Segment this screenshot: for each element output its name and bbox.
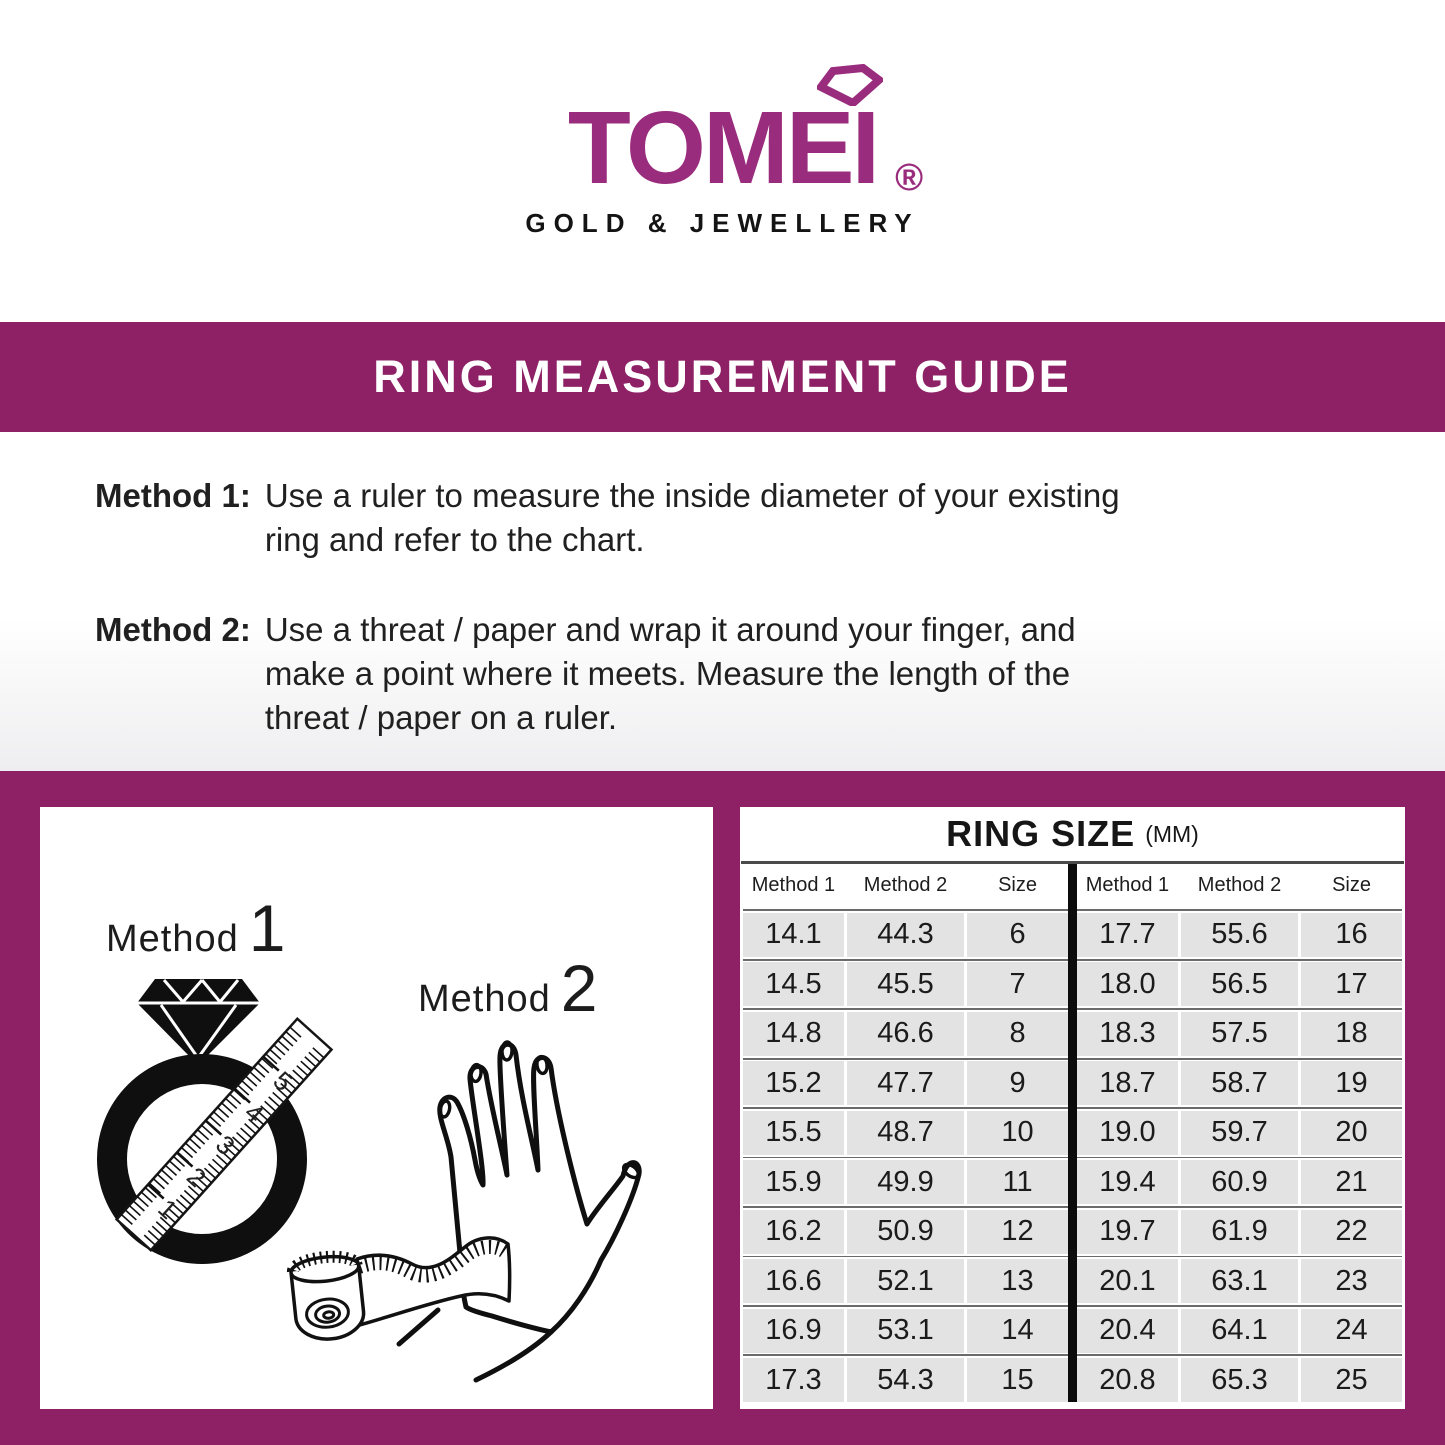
table-cell: 20.8 — [1077, 1358, 1178, 1402]
table-header-row — [743, 864, 1068, 908]
table-cell: 13 — [967, 1259, 1068, 1303]
table-title-text: RING SIZE — [946, 813, 1136, 854]
rows-left — [743, 908, 1068, 1403]
table-cell: 54.3 — [847, 1358, 964, 1402]
column-header: Method 1 — [1085, 874, 1170, 896]
table-cell: 17.7 — [1077, 913, 1178, 957]
illustration-panel — [40, 807, 713, 1409]
table-cell: 15.2 — [743, 1061, 844, 1105]
table-cell: 44.3 — [847, 913, 964, 957]
table-row — [743, 1012, 1068, 1056]
table-cell: 10 — [967, 1111, 1068, 1155]
table-cell: 50.9 — [847, 1210, 964, 1254]
table-cell: 17 — [1301, 962, 1402, 1006]
table-cell: 60.9 — [1181, 1160, 1298, 1204]
method-word: Method — [418, 978, 551, 1020]
table-row — [1077, 1309, 1402, 1353]
table-cell: 7 — [967, 962, 1068, 1006]
table-cell: 56.5 — [1181, 962, 1298, 1006]
method-1-line: ring and refer to the chart. — [264, 521, 645, 558]
page-title: RING MEASUREMENT GUIDE — [373, 351, 1072, 402]
ruler-number: 1 — [152, 1192, 184, 1225]
title-banner — [0, 322, 1445, 432]
table-title — [740, 807, 1405, 861]
column-header: Method 2 — [863, 874, 948, 896]
table-row — [1077, 913, 1402, 957]
brand-name: TOMEI — [567, 90, 878, 205]
rows-right — [1077, 908, 1402, 1403]
table-cell: 15.5 — [743, 1111, 844, 1155]
table-cell: 55.6 — [1181, 913, 1298, 957]
table-cell: 9 — [967, 1061, 1068, 1105]
method-1-illustration-label — [106, 891, 286, 965]
table-cell: 20.4 — [1077, 1309, 1178, 1353]
table-cell: 52.1 — [847, 1259, 964, 1303]
table-row — [743, 1358, 1068, 1402]
table-cell: 59.7 — [1181, 1111, 1298, 1155]
column-header: Method 1 — [751, 874, 836, 896]
method-2-description — [95, 608, 1355, 740]
table-cell: 12 — [967, 1210, 1068, 1254]
table-row — [1077, 1111, 1402, 1155]
table-cell: 58.7 — [1181, 1061, 1298, 1105]
table-cell: 16.9 — [743, 1309, 844, 1353]
table-row — [743, 962, 1068, 1006]
table-cell: 21 — [1301, 1160, 1402, 1204]
table-row — [743, 1061, 1068, 1105]
table-cell: 14 — [967, 1309, 1068, 1353]
table-cell: 18.7 — [1077, 1061, 1178, 1105]
table-cell: 16 — [1301, 913, 1402, 957]
table-cell: 20.1 — [1077, 1259, 1178, 1303]
method-2-line: threat / paper on a ruler. — [264, 699, 618, 736]
method-1-text — [265, 474, 1120, 562]
table-cell: 57.5 — [1181, 1012, 1298, 1056]
table-row — [1077, 1061, 1402, 1105]
table-row — [743, 1309, 1068, 1353]
table-cell: 23 — [1301, 1259, 1402, 1303]
table-header-row — [1077, 864, 1402, 908]
table-cell: 53.1 — [847, 1309, 964, 1353]
method-2-label: Method 2: — [95, 611, 251, 648]
table-cell: 19.4 — [1077, 1160, 1178, 1204]
table-cell: 16.2 — [743, 1210, 844, 1254]
method-1-label: Method 1: — [95, 477, 251, 514]
table-cell: 48.7 — [847, 1111, 964, 1155]
table-cell: 8 — [967, 1012, 1068, 1056]
table-cell: 14.8 — [743, 1012, 844, 1056]
table-cell: 15.9 — [743, 1160, 844, 1204]
table-cell: 20 — [1301, 1111, 1402, 1155]
table-right-half — [1077, 864, 1402, 1403]
ring-size-table — [740, 864, 1405, 1403]
table-cell: 63.1 — [1181, 1259, 1298, 1303]
method-1-line: Use a ruler to measure the inside diameter of your existing — [264, 477, 1120, 514]
table-cell: 18 — [1301, 1012, 1402, 1056]
table-cell: 6 — [967, 913, 1068, 957]
methods-illustration — [40, 807, 713, 1409]
diamond-logo-icon — [817, 64, 883, 106]
measuring-tape-icon — [290, 1238, 510, 1342]
table-row — [1077, 1358, 1402, 1402]
table-cell: 19.0 — [1077, 1111, 1178, 1155]
method-2-line: make a point where it meets. Measure the length of the — [264, 655, 1071, 692]
table-cell: 19 — [1301, 1061, 1402, 1105]
registered-trademark-icon: ® — [895, 157, 924, 199]
table-row — [743, 913, 1068, 957]
method-number: 2 — [560, 951, 598, 1025]
table-cell: 19.7 — [1077, 1210, 1178, 1254]
table-title-unit: (MM) — [1145, 820, 1199, 847]
logo-header — [0, 90, 1445, 239]
method-word: Method — [106, 918, 239, 960]
table-center-divider — [1068, 864, 1077, 1403]
table-cell: 47.7 — [847, 1061, 964, 1105]
table-row — [1077, 1259, 1402, 1303]
column-header: Size — [1332, 874, 1371, 896]
table-cell: 17.3 — [743, 1358, 844, 1402]
table-cell: 24 — [1301, 1309, 1402, 1353]
table-cell: 49.9 — [847, 1160, 964, 1204]
table-cell: 14.5 — [743, 962, 844, 1006]
ruler-number: 4 — [238, 1097, 270, 1130]
methods-instructions — [0, 432, 1445, 771]
ruler-number: 2 — [181, 1160, 212, 1193]
table-row — [743, 1160, 1068, 1204]
table-cell: 22 — [1301, 1210, 1402, 1254]
table-left-half — [743, 864, 1068, 1403]
guide-bottom-section — [0, 771, 1445, 1445]
table-cell: 11 — [967, 1160, 1068, 1204]
ring-size-table-panel — [740, 807, 1405, 1409]
table-cell: 18.3 — [1077, 1012, 1178, 1056]
method-number: 1 — [248, 891, 286, 965]
tomei-logo — [567, 90, 924, 205]
table-cell: 46.6 — [847, 1012, 964, 1056]
ruler-number: 5 — [267, 1065, 299, 1098]
table-row — [1077, 1210, 1402, 1254]
method-2-text — [265, 608, 1076, 740]
table-cell: 25 — [1301, 1358, 1402, 1402]
ruler-number: 3 — [209, 1129, 241, 1162]
table-row — [743, 1111, 1068, 1155]
table-cell: 65.3 — [1181, 1358, 1298, 1402]
table-cell: 14.1 — [743, 913, 844, 957]
brand-tagline: GOLD & JEWELLERY — [525, 208, 920, 238]
table-row — [743, 1210, 1068, 1254]
table-row — [1077, 962, 1402, 1006]
method-1-description — [95, 474, 1355, 562]
method-2-line: Use a threat / paper and wrap it around your finger, and — [264, 611, 1076, 648]
column-header: Method 2 — [1197, 874, 1282, 896]
table-row — [1077, 1012, 1402, 1056]
hand-icon — [399, 1042, 641, 1380]
column-header: Size — [998, 874, 1037, 896]
table-row — [743, 1259, 1068, 1303]
table-cell: 16.6 — [743, 1259, 844, 1303]
table-cell: 15 — [967, 1358, 1068, 1402]
table-cell: 61.9 — [1181, 1210, 1298, 1254]
method-2-illustration-label — [418, 951, 598, 1025]
table-cell: 45.5 — [847, 962, 964, 1006]
table-row — [1077, 1160, 1402, 1204]
table-cell: 18.0 — [1077, 962, 1178, 1006]
table-cell: 64.1 — [1181, 1309, 1298, 1353]
